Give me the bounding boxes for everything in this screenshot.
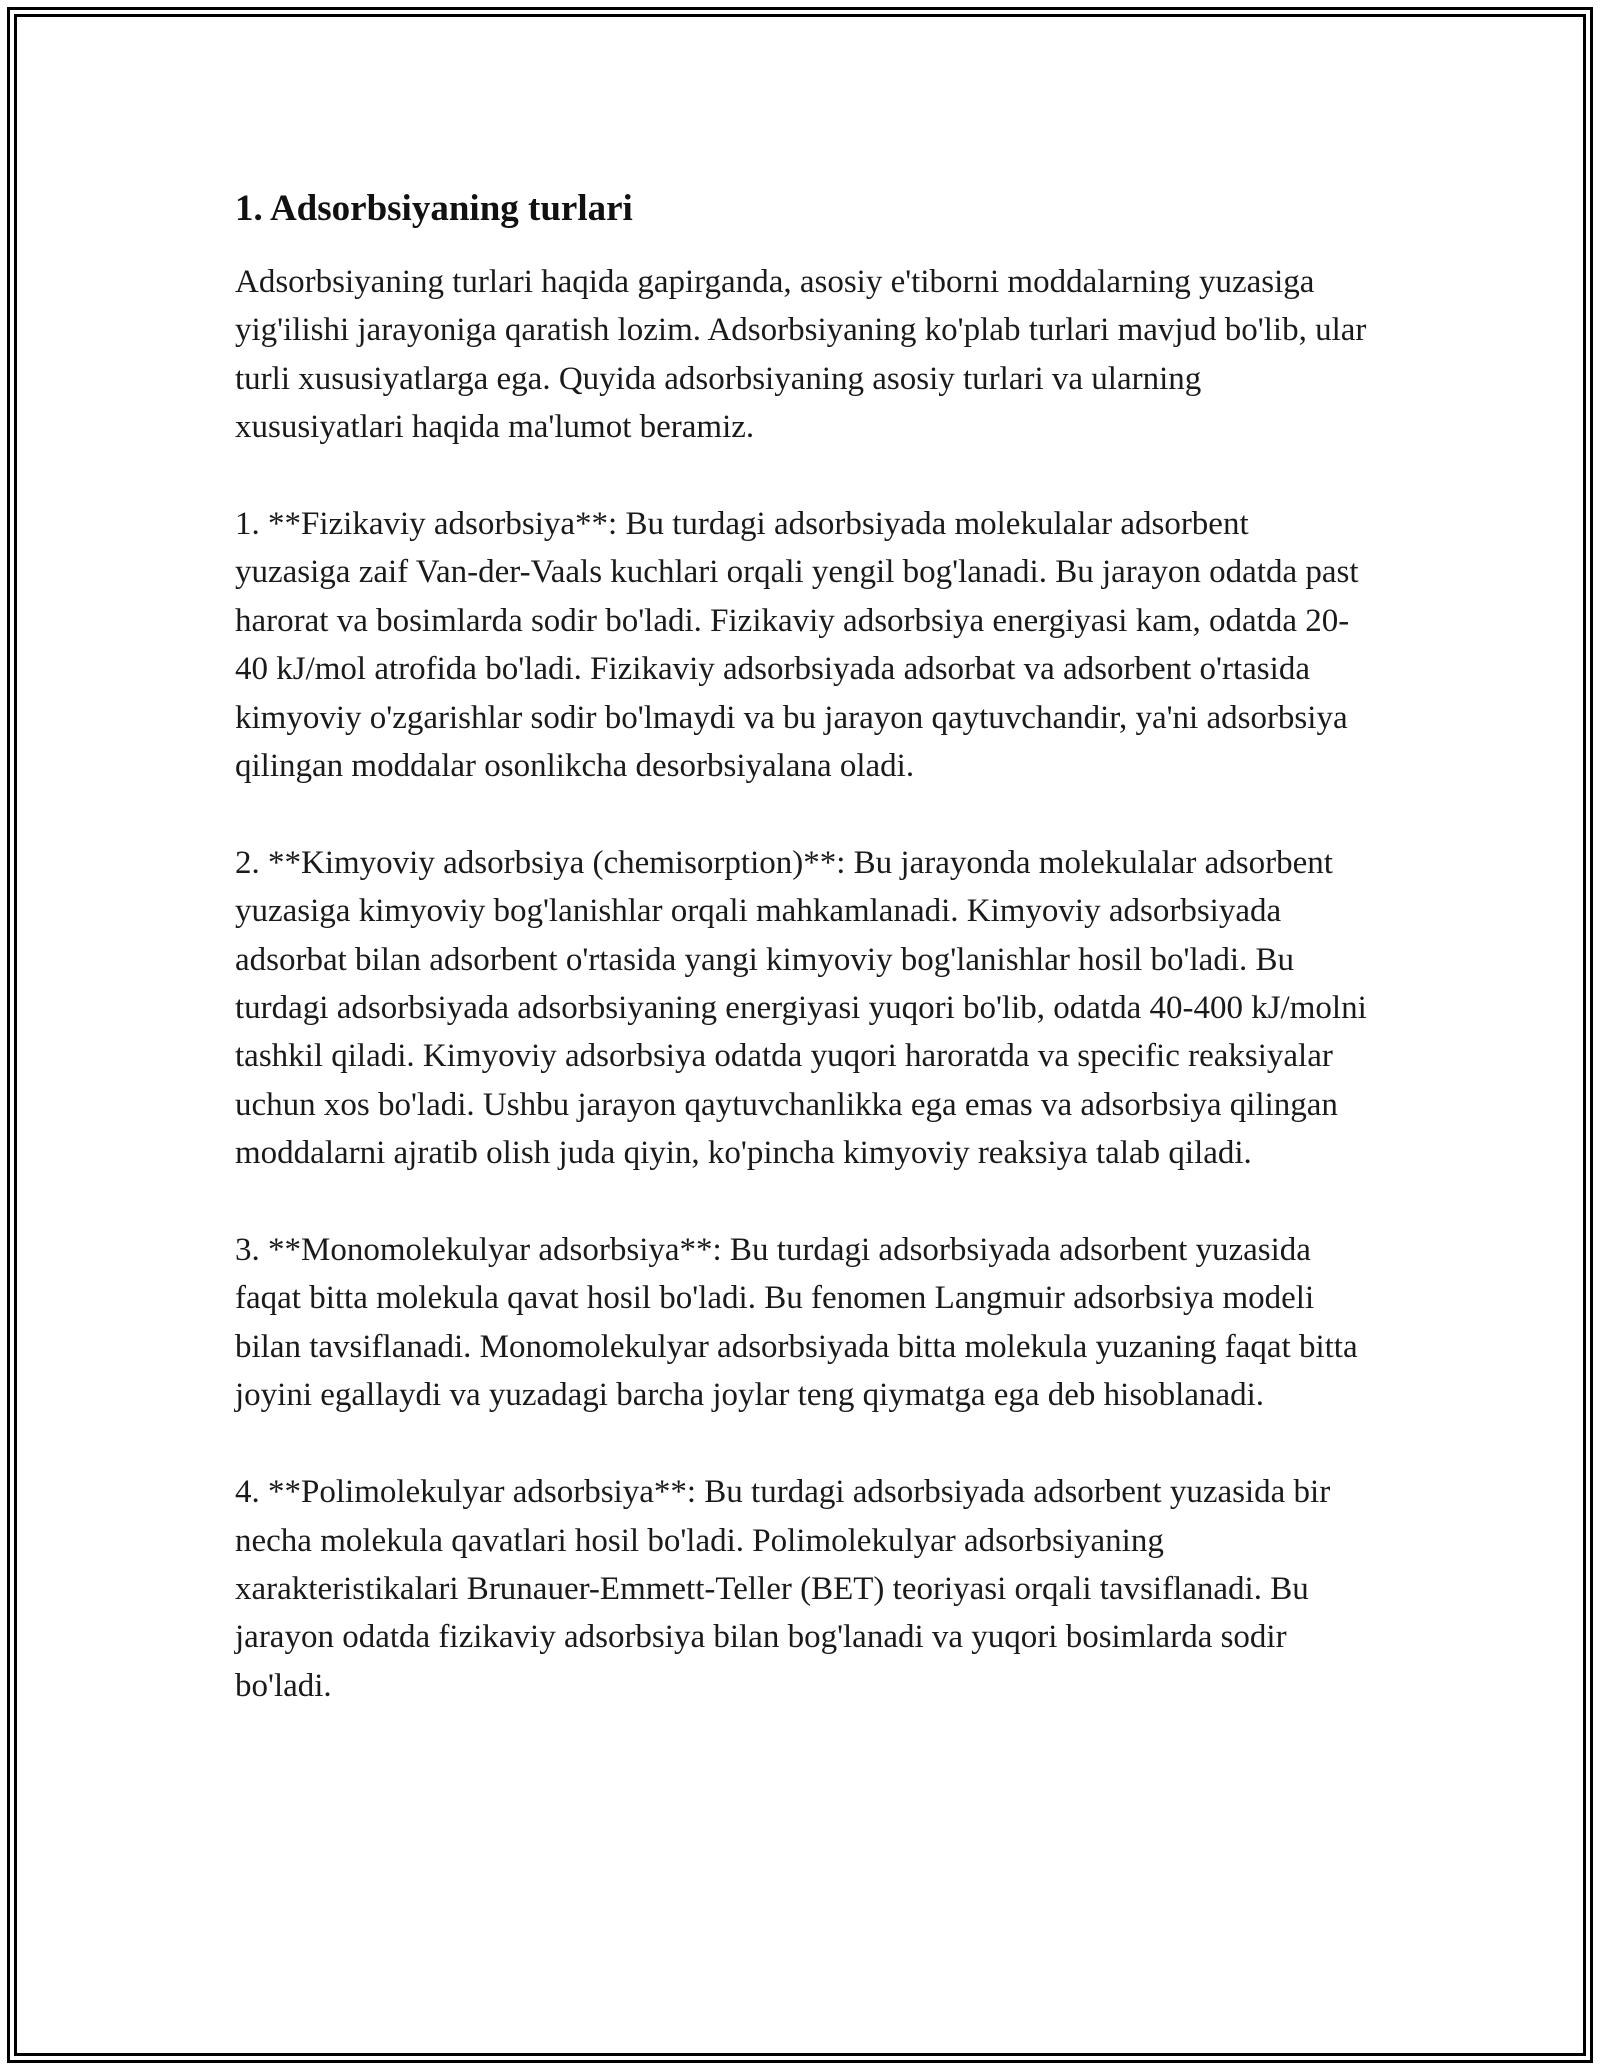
intro-paragraph: Adsorbsiyaning turlari haqida gapirganda, asosiy e'tiborni moddalarning yuzasiga yig'ilishi jarayoniga qaratish lozim. Adsorbsiyaning ko'plab turlari mavjud bo'lib, ular turli xususiyatlarga ega. Quyida adsorbsiyaning asosiy turlari va ularning xususiyatlari haqida ma'lumot beramiz. [235, 264, 1367, 446]
paragraph-monomolecular-adsorption: 3. **Monomolekulyar adsorbsiya**: Bu turdagi adsorbsiyada adsorbent yuzasida faqat bitta molekula qavat hosil bo'ladi. Bu fenomen Langmuir adsorbsiya modeli bilan tavsiflanadi. Monomolekulyar adsorbsiyada bitta molekula yuzaning faqat bitta joyini egallaydi va yuzadagi barcha joylar teng qiymatga ega deb hisoblanadi. [235, 1232, 1358, 1414]
paragraph-chemical-adsorption: 2. **Kimyoviy adsorbsiya (chemisorption)**: Bu jarayonda molekulalar adsorbent yuzasiga kimyoviy bog'lanishlar orqali mahkamlanadi. Kimyoviy adsorbsiyada adsorbat bilan adsorbent o'rtasida yangi kimyoviy bog'lanishlar hosil bo'ladi. Bu turdagi adsorbsiyada adsorbsiyaning energiyasi yuqori bo'lib, odatda 40-400 kJ/molni tashkil qiladi. Kimyoviy adsorbsiya odatda yuqori haroratda va specific reaksiyalar uchun xos bo'ladi. Ushbu jarayon qaytuvchanlikka ega emas va adsorbsiya qilingan moddalarni ajratib olish juda qiyin, ko'pincha kimyoviy reaksiya talab qiladi. [235, 844, 1367, 1172]
document-body [235, 185, 1370, 1759]
paragraph-physical-adsorption: 1. **Fizikaviy adsorbsiya**: Bu turdagi adsorbsiyada molekulalar adsorbent yuzasiga zaif Van-der-Vaals kuchlari orqali yengil bog'lanadi. Bu jarayon odatda past harorat va bosimlarda sodir bo'ladi. Fizikaviy adsorbsiya energiyasi kam, odatda 20-40 kJ/mol atrofida bo'ladi. Fizikaviy adsorbsiyada adsorbat va adsorbent o'rtasida kimyoviy o'zgarishlar sodir bo'lmaydi va bu jarayon qaytuvchandir, ya'ni adsorbsiya qilingan moddalar osonlikcha desorbsiyalana oladi. [235, 506, 1359, 785]
paragraph-polymolecular-adsorption: 4. **Polimolekulyar adsorbsiya**: Bu turdagi adsorbsiyada adsorbent yuzasida bir necha molekula qavatlari hosil bo'ladi. Polimolekulyar adsorbsiyaning xarakteristikalari Brunauer-Emmett-Teller (BET) teoriyasi orqali tavsiflanadi. Bu jarayon odatda fizikaviy adsorbsiya bilan bog'lanadi va yuqori bosimlarda sodir bo'ladi. [235, 1474, 1331, 1704]
section-heading: 1. Adsorbsiyaning turlari [235, 188, 633, 229]
